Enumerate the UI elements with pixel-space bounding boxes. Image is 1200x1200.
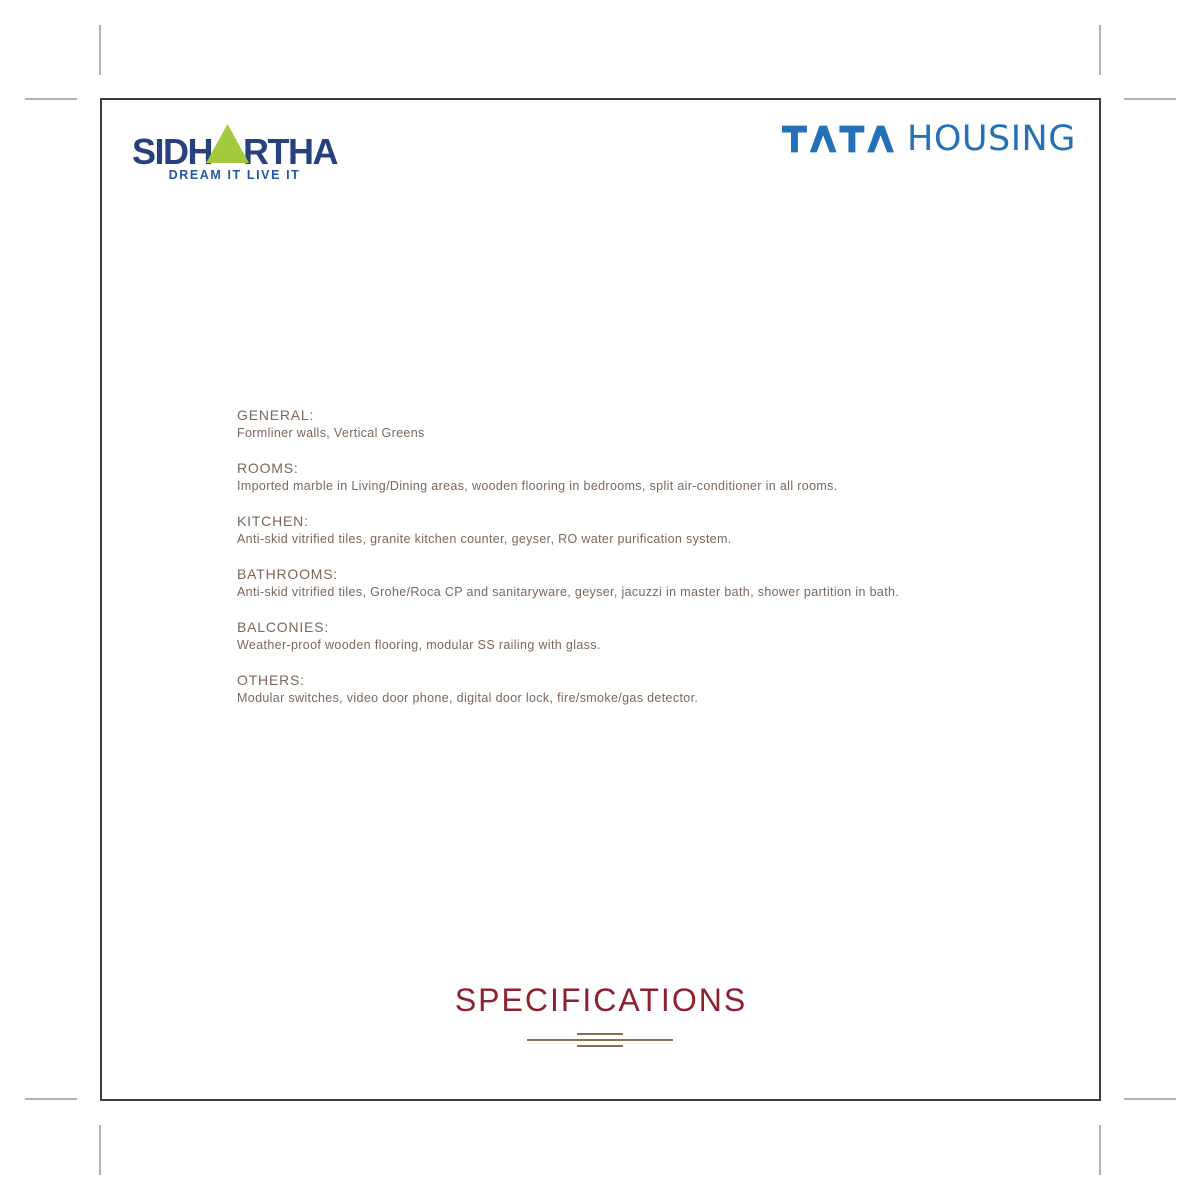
crop-mark-top-left-vertical [99, 25, 101, 75]
spec-section [237, 672, 967, 706]
spec-section-heading: BATHROOMS: [237, 566, 339, 582]
spec-section-heading: BALCONIES: [237, 619, 330, 635]
spec-section [237, 407, 967, 441]
spec-section-heading: KITCHEN: [237, 513, 309, 529]
spec-section-heading: ROOMS: [237, 460, 299, 476]
tata-wordmark-icon [782, 125, 894, 153]
crop-mark-bottom-right-vertical [1099, 1125, 1101, 1175]
spec-section [237, 513, 967, 547]
spec-section-body: Anti-skid vitrified tiles, granite kitchen counter, geyser, RO water purification system. [237, 532, 732, 546]
sidhartha-tagline: DREAM IT LIVE IT [168, 168, 301, 182]
tata-housing-label: HOUSING [907, 119, 1076, 159]
specifications-list [237, 407, 967, 725]
spec-section-heading: OTHERS: [237, 672, 305, 688]
spec-section-body: Weather-proof wooden flooring, modular SS railing with glass. [237, 638, 601, 652]
tata-housing-logo [782, 119, 1076, 159]
sidhartha-wordmark-suffix: RTHA [243, 131, 337, 172]
spec-section [237, 619, 967, 653]
crop-mark-bottom-left-horizontal [25, 1098, 77, 1100]
crop-mark-top-right-vertical [1099, 25, 1101, 75]
sidhartha-logo [127, 124, 342, 182]
spec-section-body: Imported marble in Living/Dining areas, wooden flooring in bedrooms, split air-conditioner in all rooms. [237, 479, 838, 493]
sidhartha-wordmark [127, 124, 342, 170]
spec-section-body: Modular switches, video door phone, digital door lock, fire/smoke/gas detector. [237, 691, 699, 705]
spec-section-body: Anti-skid vitrified tiles, Grohe/Roca CP and sanitaryware, geyser, jacuzzi in master bath, shower partition in bath. [237, 585, 900, 599]
spec-section-heading: GENERAL: [237, 407, 315, 423]
crop-mark-bottom-left-vertical [99, 1125, 101, 1175]
spec-section-body: Formliner walls, Vertical Greens [237, 426, 425, 440]
title-ornament-long-line [527, 1039, 673, 1041]
title-ornament-bottom-line [577, 1045, 623, 1047]
crop-mark-top-left-horizontal [25, 98, 77, 100]
title-ornament-top-line [577, 1033, 623, 1035]
crop-mark-top-right-horizontal [1124, 98, 1176, 100]
crop-mark-bottom-right-horizontal [1124, 1098, 1176, 1100]
spec-section [237, 460, 967, 494]
spec-section [237, 566, 967, 600]
sidhartha-wordmark-prefix: SIDH [132, 131, 213, 172]
page-title: SPECIFICATIONS [454, 982, 748, 1018]
